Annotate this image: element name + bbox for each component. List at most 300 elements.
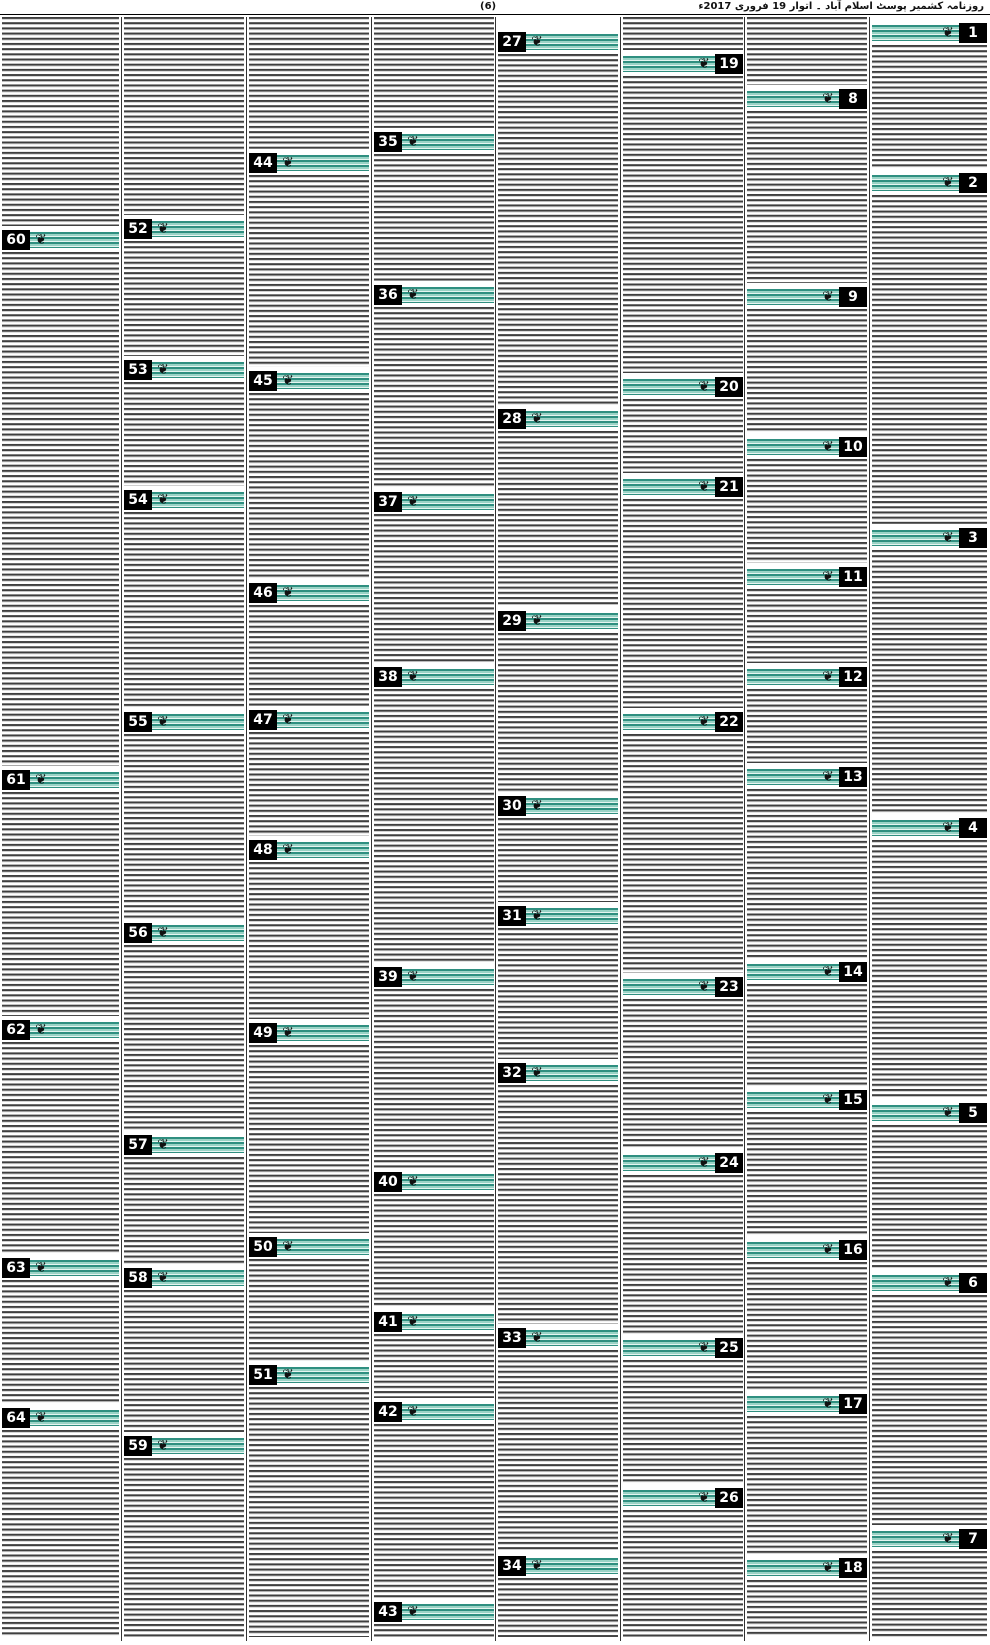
item-banner	[498, 611, 618, 631]
item-number: 54	[124, 490, 152, 510]
item-banner	[747, 962, 867, 982]
leaf-icon: ❦	[698, 1340, 710, 1356]
item-number: 53	[124, 360, 152, 380]
article-text	[872, 1551, 987, 1637]
leaf-icon: ❦	[35, 1022, 47, 1038]
news-item	[623, 1153, 743, 1338]
news-item	[249, 371, 369, 583]
news-item	[249, 710, 369, 840]
article-text	[623, 1175, 743, 1334]
article-text	[249, 393, 369, 579]
item-number: 16	[839, 1240, 867, 1260]
item-banner	[623, 54, 743, 74]
item-banner	[249, 583, 369, 603]
column-2	[747, 17, 867, 1641]
leaf-icon: ❦	[407, 287, 419, 303]
item-banner	[124, 1436, 244, 1456]
leaf-icon: ❦	[282, 155, 294, 171]
article-text	[747, 1262, 867, 1390]
leaf-icon: ❦	[942, 25, 954, 41]
article-text	[872, 45, 987, 169]
article-text	[249, 862, 369, 1019]
column-3	[623, 17, 743, 1641]
item-number: 55	[124, 712, 152, 732]
item-number: 44	[249, 153, 277, 173]
article-text	[124, 945, 244, 1131]
item-banner	[374, 1602, 494, 1622]
leaf-icon: ❦	[531, 411, 543, 427]
leaf-icon: ❦	[531, 908, 543, 924]
item-number: 18	[839, 1558, 867, 1578]
item-banner	[747, 437, 867, 457]
leaf-icon: ❦	[822, 669, 834, 685]
news-item	[498, 1556, 618, 1641]
news-item	[249, 1237, 369, 1365]
column-8	[2, 17, 119, 1641]
item-number: 22	[715, 712, 743, 732]
item-banner	[872, 23, 987, 43]
article-text	[623, 1510, 743, 1637]
leaf-icon: ❦	[531, 1065, 543, 1081]
item-banner	[124, 360, 244, 380]
leaf-icon: ❦	[157, 925, 169, 941]
item-number: 40	[374, 1172, 402, 1192]
news-item	[747, 1558, 867, 1641]
leaf-icon: ❦	[822, 439, 834, 455]
item-number: 36	[374, 285, 402, 305]
item-number: 19	[715, 54, 743, 74]
article-text	[124, 382, 244, 486]
column-divider	[744, 17, 745, 1641]
item-banner	[374, 132, 494, 152]
news-item	[374, 967, 494, 1172]
article-text	[747, 1416, 867, 1554]
item-number: 15	[839, 1090, 867, 1110]
item-number: 28	[498, 409, 526, 429]
item-number: 46	[249, 583, 277, 603]
news-item	[623, 477, 743, 712]
news-item	[374, 667, 494, 967]
article-text	[2, 17, 119, 226]
news-item	[374, 1312, 494, 1402]
news-item	[872, 1273, 987, 1529]
masthead: روزنامہ کشمیر پوسٹ اسلام آباد ۔ اتوار 19 فروری 2017ء	[698, 1, 984, 12]
column-1	[872, 17, 987, 1641]
leaf-icon: ❦	[822, 1560, 834, 1576]
column-divider	[121, 17, 122, 1641]
item-banner	[124, 1135, 244, 1155]
news-item	[374, 492, 494, 667]
item-number: 27	[498, 32, 526, 52]
item-number: 30	[498, 796, 526, 816]
article-text	[747, 689, 867, 763]
news-item	[872, 23, 987, 173]
leaf-icon: ❦	[942, 175, 954, 191]
article-text	[747, 309, 867, 433]
news-item	[623, 1338, 743, 1488]
item-number: 37	[374, 492, 402, 512]
item-banner	[249, 840, 369, 860]
item-banner	[872, 528, 987, 548]
leaf-icon: ❦	[35, 772, 47, 788]
news-item	[498, 1328, 618, 1556]
item-banner	[872, 1103, 987, 1123]
item-number: 10	[839, 437, 867, 457]
article-text	[374, 1424, 494, 1598]
leaf-icon: ❦	[822, 964, 834, 980]
leaf-icon: ❦	[157, 362, 169, 378]
news-item	[2, 770, 119, 1020]
article-text	[747, 17, 867, 85]
item-number: 39	[374, 967, 402, 987]
item-number: 56	[124, 923, 152, 943]
item-banner	[249, 371, 369, 391]
item-banner	[872, 173, 987, 193]
leaf-icon: ❦	[942, 820, 954, 836]
news-item	[747, 962, 867, 1090]
leaf-icon: ❦	[407, 1404, 419, 1420]
news-item	[124, 1135, 244, 1268]
news-item	[872, 528, 987, 818]
leaf-icon: ❦	[698, 479, 710, 495]
article-text	[872, 195, 987, 524]
article-text	[124, 512, 244, 708]
leaf-icon: ❦	[157, 714, 169, 730]
news-item	[124, 923, 244, 1135]
news-item	[623, 712, 743, 977]
item-banner	[2, 1020, 119, 1040]
news-item	[498, 32, 618, 409]
item-number: 38	[374, 667, 402, 687]
item-banner	[2, 770, 119, 790]
item-number: 51	[249, 1365, 277, 1385]
leaf-icon: ❦	[282, 842, 294, 858]
news-item	[498, 906, 618, 1063]
article-text	[872, 550, 987, 814]
news-item	[747, 437, 867, 567]
item-number: 50	[249, 1237, 277, 1257]
item-number: 21	[715, 477, 743, 497]
item-number: 3	[959, 528, 987, 548]
item-number: 11	[839, 567, 867, 587]
article-text	[747, 589, 867, 663]
news-item	[498, 796, 618, 906]
column-divider	[495, 17, 496, 1641]
news-item	[374, 1172, 494, 1312]
news-item	[249, 583, 369, 710]
news-item	[124, 219, 244, 360]
item-banner	[2, 1408, 119, 1428]
item-banner	[623, 1153, 743, 1173]
news-item	[249, 1365, 369, 1641]
article-text	[2, 252, 119, 766]
article-text	[2, 1280, 119, 1404]
item-number: 63	[2, 1258, 30, 1278]
item-number: 7	[959, 1529, 987, 1549]
leaf-icon: ❦	[282, 1367, 294, 1383]
item-banner	[249, 1365, 369, 1385]
item-banner	[747, 1394, 867, 1414]
item-banner	[623, 977, 743, 997]
article-text	[623, 734, 743, 973]
leaf-icon: ❦	[531, 613, 543, 629]
item-banner	[747, 1558, 867, 1578]
item-banner	[498, 1063, 618, 1083]
article-text	[374, 689, 494, 963]
news-item	[124, 1436, 244, 1641]
news-item	[249, 1023, 369, 1237]
item-banner	[374, 967, 494, 987]
article-text	[374, 17, 494, 128]
item-number: 45	[249, 371, 277, 391]
article-text	[249, 1259, 369, 1361]
article-text	[249, 17, 369, 149]
item-banner	[623, 1488, 743, 1508]
leaf-icon: ❦	[157, 1438, 169, 1454]
article-text	[2, 792, 119, 1016]
news-item	[872, 818, 987, 1103]
leaf-icon: ❦	[942, 1531, 954, 1547]
article-text	[498, 431, 618, 607]
item-banner	[872, 818, 987, 838]
item-banner	[498, 796, 618, 816]
item-number: 59	[124, 1436, 152, 1456]
item-number: 26	[715, 1488, 743, 1508]
news-item	[872, 1529, 987, 1641]
item-number: 14	[839, 962, 867, 982]
item-number: 24	[715, 1153, 743, 1173]
item-number: 2	[959, 173, 987, 193]
news-item	[498, 611, 618, 796]
article-text	[374, 1194, 494, 1308]
news-item	[623, 1488, 743, 1641]
news-item	[747, 567, 867, 667]
item-banner	[124, 490, 244, 510]
item-number: 34	[498, 1556, 526, 1576]
article-text	[498, 633, 618, 792]
item-banner	[623, 377, 743, 397]
leaf-icon: ❦	[698, 56, 710, 72]
column-divider	[246, 17, 247, 1641]
leaf-icon: ❦	[698, 979, 710, 995]
leaf-icon: ❦	[157, 1270, 169, 1286]
leaf-icon: ❦	[407, 969, 419, 985]
article-text	[747, 1580, 867, 1637]
item-banner	[623, 712, 743, 732]
item-banner	[747, 1090, 867, 1110]
article-text	[498, 1578, 618, 1637]
article-text	[2, 1430, 119, 1637]
leaf-icon: ❦	[822, 569, 834, 585]
column-divider	[620, 17, 621, 1641]
item-banner	[498, 32, 618, 52]
leaf-icon: ❦	[35, 1260, 47, 1276]
item-banner	[124, 219, 244, 239]
item-number: 52	[124, 219, 152, 239]
item-banner	[623, 1338, 743, 1358]
news-item	[747, 767, 867, 962]
item-banner	[249, 1237, 369, 1257]
news-item	[623, 377, 743, 477]
news-item	[374, 285, 494, 492]
news-item	[498, 409, 618, 611]
news-item	[747, 1090, 867, 1240]
article-text	[623, 1360, 743, 1484]
leaf-icon: ❦	[407, 669, 419, 685]
leaf-icon: ❦	[282, 1025, 294, 1041]
item-number: 35	[374, 132, 402, 152]
item-number: 61	[2, 770, 30, 790]
leaf-icon: ❦	[822, 1396, 834, 1412]
news-item	[374, 17, 494, 132]
item-number: 31	[498, 906, 526, 926]
article-text	[747, 789, 867, 958]
item-number: 33	[498, 1328, 526, 1348]
article-text	[498, 928, 618, 1059]
item-number: 47	[249, 710, 277, 730]
item-number: 48	[249, 840, 277, 860]
news-item	[374, 132, 494, 285]
item-banner	[249, 710, 369, 730]
item-banner	[747, 287, 867, 307]
item-banner	[747, 1240, 867, 1260]
column-7	[124, 17, 244, 1641]
leaf-icon: ❦	[822, 1242, 834, 1258]
item-banner	[374, 285, 494, 305]
article-text	[249, 1387, 369, 1637]
news-item	[249, 840, 369, 1023]
item-number: 8	[839, 89, 867, 109]
article-text	[249, 732, 369, 836]
item-banner	[747, 89, 867, 109]
article-text	[498, 1085, 618, 1324]
page-number: (6)	[480, 1, 497, 12]
news-item	[747, 287, 867, 437]
article-text	[374, 154, 494, 281]
news-item	[2, 1020, 119, 1258]
item-banner	[374, 1402, 494, 1422]
item-banner	[498, 906, 618, 926]
item-banner	[498, 409, 618, 429]
news-item	[747, 89, 867, 287]
item-banner	[124, 1268, 244, 1288]
item-number: 32	[498, 1063, 526, 1083]
leaf-icon: ❦	[407, 1174, 419, 1190]
column-divider	[869, 17, 870, 1641]
article-text	[124, 1458, 244, 1637]
item-number: 17	[839, 1394, 867, 1414]
article-text	[498, 818, 618, 902]
article-text	[747, 1112, 867, 1236]
article-text	[623, 399, 743, 473]
leaf-icon: ❦	[35, 232, 47, 248]
item-banner	[374, 492, 494, 512]
column-divider	[371, 17, 372, 1641]
leaf-icon: ❦	[698, 379, 710, 395]
news-item	[872, 173, 987, 528]
article-text	[747, 459, 867, 563]
news-item	[249, 17, 369, 153]
news-item	[2, 230, 119, 770]
leaf-icon: ❦	[157, 221, 169, 237]
article-text	[623, 17, 743, 50]
leaf-icon: ❦	[698, 1155, 710, 1171]
item-banner	[374, 1172, 494, 1192]
article-text	[249, 175, 369, 367]
item-banner	[249, 153, 369, 173]
leaf-icon: ❦	[531, 1330, 543, 1346]
article-text	[623, 76, 743, 373]
news-item	[249, 153, 369, 371]
item-banner	[374, 1312, 494, 1332]
item-number: 1	[959, 23, 987, 43]
leaf-icon: ❦	[282, 1239, 294, 1255]
column-5	[374, 17, 494, 1641]
leaf-icon: ❦	[822, 1092, 834, 1108]
news-item	[747, 17, 867, 89]
article-text	[249, 605, 369, 706]
item-banner	[747, 567, 867, 587]
article-text	[498, 54, 618, 405]
item-banner	[747, 667, 867, 687]
news-item	[747, 1240, 867, 1394]
item-banner	[374, 667, 494, 687]
item-banner	[872, 1273, 987, 1293]
article-text	[872, 1295, 987, 1525]
article-text	[2, 1042, 119, 1254]
leaf-icon: ❦	[157, 492, 169, 508]
news-item	[124, 17, 244, 219]
leaf-icon: ❦	[942, 530, 954, 546]
article-text	[872, 840, 987, 1099]
item-number: 43	[374, 1602, 402, 1622]
item-banner	[747, 767, 867, 787]
article-text	[124, 1290, 244, 1432]
article-text	[623, 499, 743, 708]
item-banner	[498, 1328, 618, 1348]
leaf-icon: ❦	[531, 1558, 543, 1574]
item-number: 9	[839, 287, 867, 307]
leaf-icon: ❦	[282, 585, 294, 601]
leaf-icon: ❦	[157, 1137, 169, 1153]
leaf-icon: ❦	[942, 1275, 954, 1291]
article-text	[249, 1045, 369, 1233]
news-item	[2, 1258, 119, 1408]
item-banner	[872, 1529, 987, 1549]
item-number: 5	[959, 1103, 987, 1123]
item-number: 6	[959, 1273, 987, 1293]
leaf-icon: ❦	[822, 289, 834, 305]
leaf-icon: ❦	[407, 1314, 419, 1330]
leaf-icon: ❦	[822, 769, 834, 785]
leaf-icon: ❦	[407, 494, 419, 510]
article-text	[498, 1350, 618, 1552]
page-header	[0, 0, 990, 15]
news-item	[124, 490, 244, 712]
news-item	[374, 1402, 494, 1602]
item-number: 4	[959, 818, 987, 838]
item-number: 13	[839, 767, 867, 787]
news-item	[872, 1103, 987, 1273]
news-item	[498, 1063, 618, 1328]
item-number: 60	[2, 230, 30, 250]
item-banner	[498, 1556, 618, 1576]
item-number: 49	[249, 1023, 277, 1043]
item-banner	[2, 230, 119, 250]
item-banner	[2, 1258, 119, 1278]
leaf-icon: ❦	[698, 1490, 710, 1506]
item-number: 62	[2, 1020, 30, 1040]
